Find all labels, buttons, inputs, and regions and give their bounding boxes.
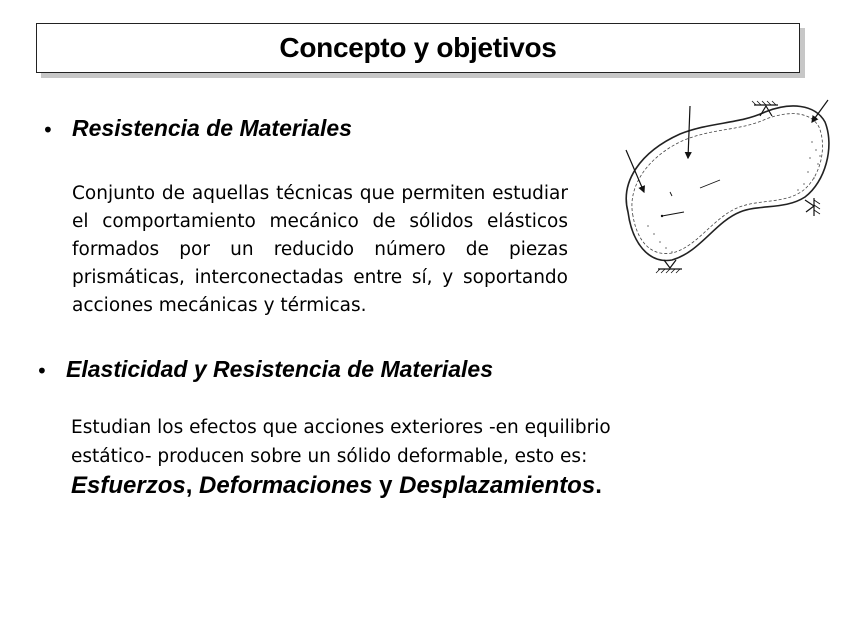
term-desplazamientos: Desplazamientos <box>399 472 596 499</box>
term-separator-2: y <box>372 472 400 499</box>
paragraph-resistencia: Conjunto de aquellas técnicas que permiten estudiar el comportamiento mecánico de sólidos elásticos formados por un reducido número de piezas prismáticas, interconectadas entre sí, y soportando acciones mecánicas y térmicas. <box>72 183 568 316</box>
slide-title: Concepto y objetivos <box>279 32 557 63</box>
bullet-1: • <box>42 118 54 142</box>
slide-title-box <box>36 23 800 73</box>
term-esfuerzos: Esfuerzos <box>71 472 186 499</box>
term-end-period: . <box>595 472 602 499</box>
deformable-solid-diagram <box>600 92 840 282</box>
heading-elasticidad-resistencia: Elasticidad y Resistencia de Materiales <box>66 356 493 382</box>
term-deformaciones: Deformaciones <box>199 472 373 499</box>
paragraph-elasticidad-text: Estudian los efectos que acciones exteriores -en equilibrio estático- producen sobre un sólido deformable, esto es: <box>71 417 611 467</box>
bullet-2: • <box>36 359 48 383</box>
paragraph-elasticidad <box>71 413 611 502</box>
term-separator-1: , <box>185 472 200 499</box>
heading-resistencia-de-materiales: Resistencia de Materiales <box>72 115 352 141</box>
